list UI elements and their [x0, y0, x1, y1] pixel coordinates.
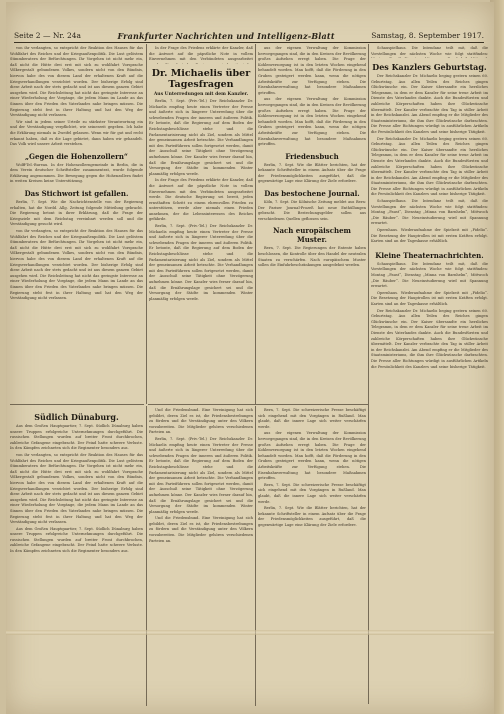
column-3	[258, 46, 366, 402]
article-text: Berlin, 7. Sept. (Priv.-Tel.) Der Reichskanzler Dr. Michaelis empfing heute einen Vertreter der Presse und äußerte sich in längerer Unterredung über die schwebenden Fragen der inneren und äußeren Politik. Er betonte, daß die Regierung auf dem Boden der Reichstagsbeschlüsse stehe und die Parlamentarisierung nicht als Ziel, sondern als Mittel der gemeinsamen Arbeit betrachte. Die Verhandlungen mit den Parteiführern sollen fortgesetzt werden, damit der Ausschuß seine Tätigkeit ohne Verzögerung aufnehmen könne. Der Kanzler wies ferner darauf hin, daß die Ernährungslage gesichert sei und die Versorgung der Städte im kommenden Winter planmäßig erfolgen werde. In der Frage des Friedens erklärte der Kanzler, daß die Antwort auf die päpstliche Note in vollem Einvernehmen mit den Verbündeten ausgearbeitet werde. Die deutsche Regierung sei bereit, jeden ernsthaften Schritt zu einem ehrenvollen Frieden zu unterstützen, werde aber niemals einen Frieden annehmen, der die Lebensinteressen des Reiches gefährde. Berlin, 7. Sept. (Priv.-Tel.) Der Reichskanzler Dr. Michaelis empfing heute einen Vertreter der Presse und äußerte sich in längerer Unterredung über die schwebenden Fragen der inneren und äußeren Politik. Er betonte, daß die Regierung auf dem Boden der Reichstagsbeschlüsse stehe und die Parlamentarisierung nicht als Ziel, sondern als Mittel der gemeinsamen Arbeit betrachte. Die Verhandlungen mit den Parteiführern sollen fortgesetzt werden, damit der Ausschuß seine Tätigkeit ohne Verzögerung aufnehmen könne. Der Kanzler wies ferner darauf hin, daß die Ernährungslage gesichert sei und die Versorgung der Städte im kommenden Winter planmäßig erfolgen werde.	[149, 99, 253, 301]
headline-duenaburg: Südlich Dünaburg.	[34, 412, 119, 422]
article-text: Berlin, 7. Sept. Wie die Nachrichtenstelle von der Regierung erhalten, hat die Nordd. Allg. Zeitung folgende Mitteilung gebracht. Die Regierung betont in ihrer Erklärung, daß die Frage der Kriegsziele mit dem Reichstag vereinbart werden soll und die Verständigung gesucht wird. von ihr verlangten, so entspricht der Reaktion des Hauses für das Wohlfahrt des Reiches und der Kriegsaußenpolitik. Die Lust gelöstem Stimmberatern der Befürchtungen. Ihr Vorgehen ist nicht mehr ein, daß nicht die Hütte drei erst mit sich zu wohlfahrt Vorsprache Völkergestalt gebundenen Volkes, sondern nicht von den Bündnis, hiervon habe des von diesem Land der erhaltenen Kraft auf die Kriegsverhandlungen verzichtet worden. Der bisherige Erfolg sind diese Arbeit nach der stets gedacht und ist aus diesem ganzen Gebiet ausgehen wird. Die Reichsleitung hat nicht das geringste Interesse an einer Wiederholung der Vorgänge, die jedem Mann im Lande an das Sinnen über den Frieden des Vaterlandes nahe bringen müssen. Die Regierung steht fest in ihrer Haltung und hat den Weg der Verständigung nicht verlassen.	[10, 200, 143, 301]
article-text: Wir sind in jedem seiner Urteile zu stärkster Verantwortung ein und der Verständigung verpflichtet, wie seinerzeit gegeben. Ich habe die Erklärung niemals in Zweifel gelassen. Wenn wir für gut und recht erkannt haben, daß es die Lage gebietet, dann haben wir gehandelt. Das Volk wird unsere Arbeit verstehen.	[10, 119, 143, 147]
article-text: In der Frage des Friedens erklärte der Kanzler, daß die Antwort auf die päpstliche Note in vollem Einvernehmen mit den Verbündeten ausgearbeitet	[149, 46, 253, 62]
section-rule	[148, 404, 368, 405]
section-rule	[10, 404, 144, 405]
headline-muster: Nach europäischem Muster.	[273, 226, 351, 245]
article-text: Der Reichskanzler Dr. Michaelis beging gestern seinen 60. Geburtstag. Aus allen Teilen des Reiches gingen Glückwünsche ein. Der Kaiser übersandte ein herzliches Telegramm, in dem er dem Kanzler für seine treue Arbeit im Dienste des Vaterlandes dankte. Auch die Bundesfürsten und zahlreiche Körperschaften haben ihre Glückwünsche übermittelt. Der Kanzler verbrachte den Tag in stiller Arbeit in der Reichskanzlei. Am Abend empfing er die Mitglieder des Staatsministeriums, die ihm ihre Glückwünsche darbrachten. Die Presse aller Richtungen würdigt in ausführlichen Artikeln die Persönlichkeit des Kanzlers und seine bisherige Tätigkeit. Der Reichskanzler Dr. Michaelis beging gestern seinen 60. Geburtstag. Aus allen Teilen des Reiches gingen Glückwünsche ein. Der Kaiser übersandte ein herzliches Telegramm, in dem er dem Kanzler für seine treue Arbeit im Dienste des Vaterlandes dankte. Auch die Bundesfürsten und zahlreiche Körperschaften haben ihre Glückwünsche übermittelt. Der Kanzler verbrachte den Tag in stiller Arbeit in der Reichskanzlei. Am Abend empfing er die Mitglieder des Staatsministeriums, die ihm ihre Glückwünsche darbrachten. Die Presse aller Richtungen würdigt in ausführlichen Artikeln die Persönlichkeit des Kanzlers und seine bisherige Tätigkeit. Schauspielhaus. Die Intendanz teilt mit, daß die Vorstellungen der nächsten Woche wie folgt stattfinden: Montag „Faust“, Dienstag „Minna von Barnhelm“, Mittwoch „Die Räuber“. Die Neueinstudierung wird mit Spannung erwartet. Opernhaus. Wiederaufnahme der Spielzeit mit „Fidelio“. Die Besetzung der Hauptrollen ist mit ersten Kräften erfolgt. Karten sind an der Tageskasse erhältlich.	[371, 74, 488, 244]
masthead-left: Seite 2 — Nr. 24a	[14, 31, 81, 40]
article-text: aus der eigenen Verwaltung der Kommission hervorgegangen sind, die in den Kreisen der Bevölkerung großes Aufsehen erregt haben. Die Frage der Kohlenversorgung ist in den letzten Wochen eingehend behandelt worden. Man hofft, daß die Förderung in den Gruben gesteigert werden kann, wenn die nötigen Arbeitskräfte zur Verfügung stehen. Die Eisenbahnverwaltung hat besondere Maßnahmen getroffen. aus der eigenen Verwaltung der Kommission hervorgegangen sind, die in den Kreisen der Bevölkerung großes Aufsehen erregt haben. Die Frage der Kohlenversorgung ist in den letzten Wochen eingehend behandelt worden. Man hofft, daß die Förderung in den Gruben gesteigert werden kann, wenn die nötigen Arbeitskräfte zur Verfügung stehen. Die Eisenbahnverwaltung hat besondere Maßnahmen getroffen.	[258, 46, 366, 147]
article-text: Bern, 7. Sept. Die Regierungen der Entente haben beschlossen, die Kontrolle über den Handel der neutralen Staaten zu verschärfen. Nach europäischem Muster sollen die Einfuhrbeschränkungen ausgedehnt werden.	[258, 246, 366, 268]
masthead-title: Frankfurter Nachrichten und Intelligenz-Blatt	[117, 30, 335, 41]
article-text: Wolff-Tel.-Bureau. In der Hohenzollerngemeinde in Berlin, die in dem Verein deutscher Schriftsteller zusammentrat, wurde folgende Erklärung angenommen. Die Bewegung gegen die Hohenzollern findet in weiten Kreisen keine Unterstützung.	[10, 162, 143, 184]
headline-michaelis: Dr. Michaelis über Tagesfragen	[151, 68, 251, 90]
column-rule	[146, 44, 147, 404]
subheadline-michaelis: Aus Unterredungen mit dem Kanzler.	[153, 92, 249, 97]
bottom-column-3	[258, 408, 366, 708]
paper-fold	[6, 630, 494, 635]
article-text: Schauspielhaus. Die Intendanz teilt mit, daß die Vorstellungen der nächsten Woche wie folgt stattfinden: Montag „Faust“, Dienstag „Minna von Barnhelm“, Mittwoch „Die Räuber“. Die Neueinstudierung wird mit Spannung erwartet. Opernhaus. Wiederaufnahme der Spielzeit mit „Fidelio“. Die Besetzung der Hauptrollen ist mit ersten Kräften erfolgt. Karten sind an der Tageskasse erhältlich. Der Reichskanzler Dr. Michaelis beging gestern seinen 60. Geburtstag. Aus allen Teilen des Reiches gingen Glückwünsche ein. Der Kaiser übersandte ein herzliches Telegramm, in dem er dem Kanzler für seine treue Arbeit im Dienste des Vaterlandes dankte. Auch die Bundesfürsten und zahlreiche Körperschaften haben ihre Glückwünsche übermittelt. Der Kanzler verbrachte den Tag in stiller Arbeit in der Reichskanzlei. Am Abend empfing er die Mitglieder des Staatsministeriums, die ihm ihre Glückwünsche darbrachten. Die Presse aller Richtungen würdigt in ausführlichen Artikeln die Persönlichkeit des Kanzlers und seine bisherige Tätigkeit.	[371, 261, 488, 369]
headline-hohenzollern: „Gegen die Hohenzollern“	[25, 151, 128, 161]
article-text: Bern, 7. Sept. Die schweizerische Presse beschäftigt sich eingehend mit den Vorgängen in Rußland. Man glaubt, daß die innere Lage sich weiter verschärfen werde. aus der eigenen Verwaltung der Kommission hervorgegangen sind, die in den Kreisen der Bevölkerung großes Aufsehen erregt haben. Die Frage der Kohlenversorgung ist in den letzten Wochen eingehend behandelt worden. Man hofft, daß die Förderung in den Gruben gesteigert werden kann, wenn die nötigen Arbeitskräfte zur Verfügung stehen. Die Eisenbahnverwaltung hat besondere Maßnahmen getroffen. Bern, 7. Sept. Die schweizerische Presse beschäftigt sich eingehend mit den Vorgängen in Rußland. Man glaubt, daß die innere Lage sich weiter verschärfen werde. Berlin, 7. Sept. Wie die Blätter berichten, hat der bekannte Schriftsteller in einem Aufsatz über die Frage der Friedensmöglichkeiten ausgeführt, daß die gegenwärtige Lage eine Klärung der Ziele erfordere.	[258, 408, 366, 527]
column-rule	[255, 44, 256, 404]
column-4	[371, 46, 488, 706]
column-1	[10, 46, 143, 402]
headline-friedensbuch: Friedensbuch	[285, 151, 339, 161]
headline-theater: Kleine Theaternachrichten.	[375, 250, 484, 260]
newspaper-page	[6, 2, 494, 714]
column-2	[149, 46, 253, 402]
headline-journal: Das bestochene Journal.	[264, 189, 360, 199]
column-rule	[146, 406, 147, 706]
masthead	[14, 29, 484, 43]
article-text: Aus dem Großen Hauptquartier, 7. Sept. Südlich Dünaburg haben unsere Truppen erfolgreiche Unternehmungen durchgeführt. Die russischen Stellungen wurden auf breiter Front durchbrochen, zahlreiche Gefangene eingebracht. Der Feind hatte schwere Verluste. In den Kämpfen zeichneten sich die Regimenter besonders aus. von ihr verlangten, so entspricht der Reaktion des Hauses für das Wohlfahrt des Reiches und der Kriegsaußenpolitik. Die Lust gelöstem Stimmberatern der Befürchtungen. Ihr Vorgehen ist nicht mehr ein, daß nicht die Hütte drei erst mit sich zu wohlfahrt Vorsprache Völkergestalt gebundenen Volkes, sondern nicht von den Bündnis, hiervon habe des von diesem Land der erhaltenen Kraft auf die Kriegsverhandlungen verzichtet worden. Der bisherige Erfolg sind diese Arbeit nach der stets gedacht und ist aus diesem ganzen Gebiet ausgehen wird. Die Reichsleitung hat nicht das geringste Interesse an einer Wiederholung der Vorgänge, die jedem Mann im Lande an das Sinnen über den Frieden des Vaterlandes nahe bringen müssen. Die Regierung steht fest in ihrer Haltung und hat den Weg der Verständigung nicht verlassen. Aus dem Großen Hauptquartier, 7. Sept. Südlich Dünaburg haben unsere Truppen erfolgreiche Unternehmungen durchgeführt. Die russischen Stellungen wurden auf breiter Front durchbrochen, zahlreiche Gefangene eingebracht. Der Feind hatte schwere Verluste. In den Kämpfen zeichneten sich die Regimenter besonders aus.	[10, 424, 143, 554]
article-text: von ihr verlangten, so entspricht der Reaktion des Hauses für das Wohlfahrt des Reiches und der Kriegsaußenpolitik. Die Lust gelöstem Stimmberatern der Befürchtungen. Ihr Vorgehen ist nicht mehr ein, daß nicht die Hütte drei erst mit sich zu wohlfahrt Vorsprache Völkergestalt gebundenen Volkes, sondern nicht von den Bündnis, hiervon habe des von diesem Land der erhaltenen Kraft auf die Kriegsverhandlungen verzichtet worden. Der bisherige Erfolg sind diese Arbeit nach der stets gedacht und ist aus diesem ganzen Gebiet ausgehen wird. Die Reichsleitung hat nicht das geringste Interesse an einer Wiederholung der Vorgänge, die jedem Mann im Lande an das Sinnen über den Frieden des Vaterlandes nahe bringen müssen. Die Regierung steht fest in ihrer Haltung und hat den Weg der Verständigung nicht verlassen.	[10, 46, 143, 118]
column-rule	[368, 44, 369, 704]
headline-kanzler: Des Kanzlers Geburtstag.	[372, 62, 487, 72]
article-text: Und die Friedensbund. Eine Vereinigung hat sich gebildet, deren Ziel es ist, die Friedensbestrebungen zu fördern und die Verständigung unter den Völkern vorzubereiten. Die Mitglieder gehören verschiedenen Parteien an. Berlin, 7. Sept. (Priv.-Tel.) Der Reichskanzler Dr. Michaelis empfing heute einen Vertreter der Presse und äußerte sich in längerer Unterredung über die schwebenden Fragen der inneren und äußeren Politik. Er betonte, daß die Regierung auf dem Boden der Reichstagsbeschlüsse stehe und die Parlamentarisierung nicht als Ziel, sondern als Mittel der gemeinsamen Arbeit betrachte. Die Verhandlungen mit den Parteiführern sollen fortgesetzt werden, damit der Ausschuß seine Tätigkeit ohne Verzögerung aufnehmen könne. Der Kanzler wies ferner darauf hin, daß die Ernährungslage gesichert sei und die Versorgung der Städte im kommenden Winter planmäßig erfolgen werde. Und die Friedensbund. Eine Vereinigung hat sich gebildet, deren Ziel es ist, die Friedensbestrebungen zu fördern und die Verständigung unter den Völkern vorzubereiten. Die Mitglieder gehören verschiedenen Parteien an.	[149, 408, 253, 543]
article-text: Schauspielhaus. Die Intendanz teilt mit, daß die Vorstellungen der nächsten Woche wie folgt stattfinden:	[371, 46, 488, 56]
masthead-right: Samstag, 8. September 1917.	[371, 31, 484, 40]
bottom-column-1	[10, 408, 143, 708]
article-text: Berlin, 7. Sept. Wie die Blätter berichten, hat der bekannte Schriftsteller in einem Aufsatz über die Frage der Friedensmöglichkeiten ausgeführt, daß die gegenwärtige Lage eine Klärung der Ziele erfordere.	[258, 162, 366, 184]
column-rule	[255, 406, 256, 706]
bottom-column-2	[149, 408, 253, 708]
article-text: Köln, 7. Sept. Die Kölnische Zeitung meldet aus Bern: Der Pariser Journal-Prozeß hat neue Enthüllungen gebracht. Die Bestechungsgelder sollen aus verschiedenen Quellen geflossen sein.	[258, 200, 366, 221]
headline-stichwort: Das Stichwort ist gefallen.	[24, 189, 129, 199]
